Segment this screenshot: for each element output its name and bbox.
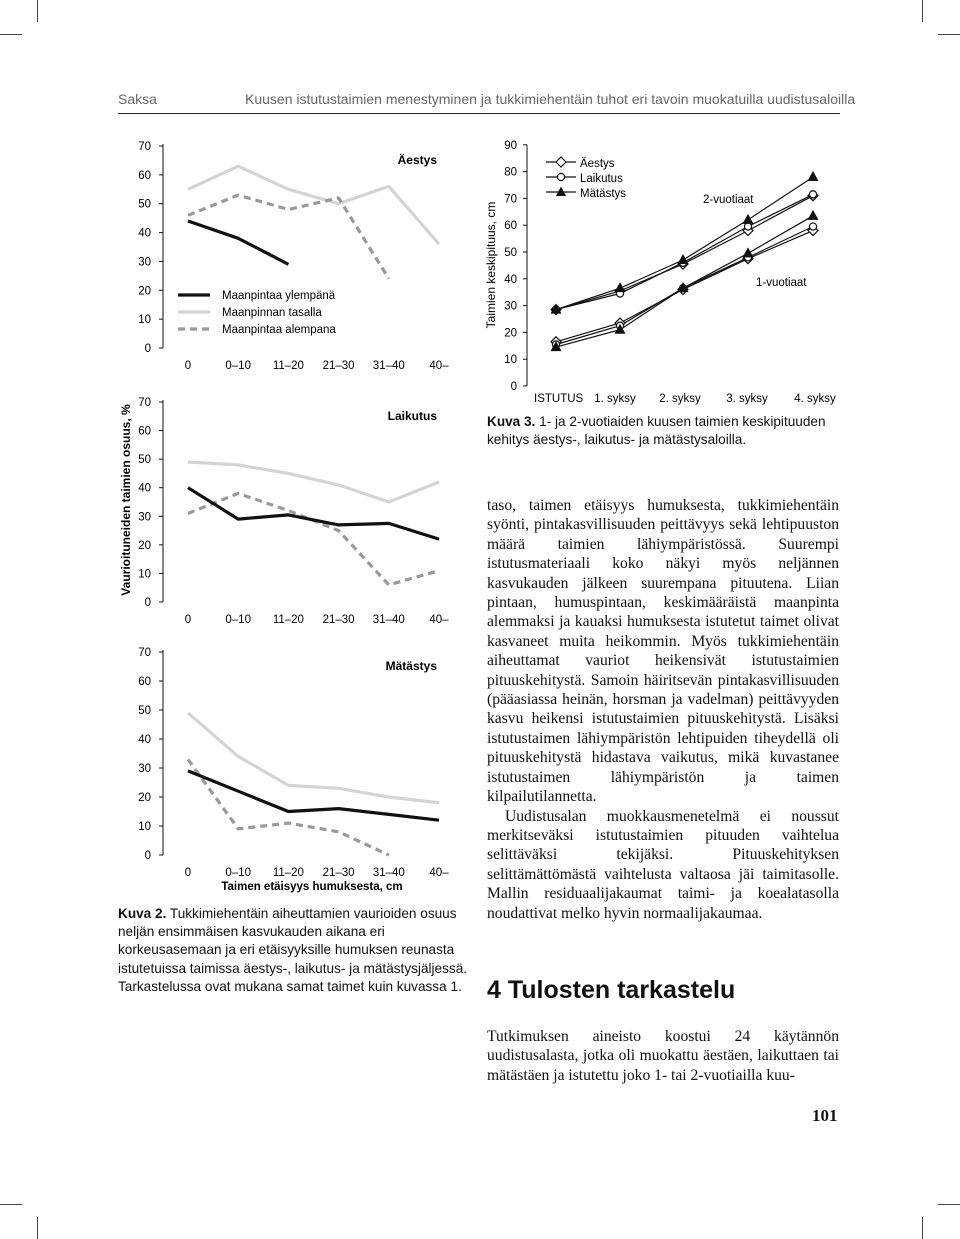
x-tick-label: 31–40 [372,614,405,626]
legend-diamond-marker [556,157,566,167]
x-tick-label: 40– [429,614,449,626]
x-tick-label: 0–10 [225,614,251,626]
y-tick-label: 20 [138,285,151,298]
x-tick-label: 0 [184,614,192,626]
point-matastys [743,247,754,257]
figure-3-y-axis-label: Taimien keskipituus, cm [484,201,498,329]
x-tick-label: 40– [429,360,449,372]
x-tick-label: 11–20 [272,867,304,879]
figure-2-caption [118,905,468,996]
caption-text: Tukkimiehentäin aiheuttamien vaurioiden osuus neljän ensimmäisen kasvukauden aikana eri korkeusasemaan ja eri etäisyyksille humuksen reunasta istutetuissa taimissa äestys-, laikutus- ja mätästysjäljessä. Tarkastelussa ovat mukana samat taimet kuin kuvassa 1. [118,906,468,994]
y-tick-label: 70 [138,141,151,153]
point-matastys [678,254,689,264]
y-tick-label: 0 [144,597,151,609]
y-tick-label: 60 [138,676,151,688]
y-tick-label: 30 [138,511,151,524]
figure-2-x-axis-label: Taimen etäisyys humuksesta, cm [221,881,403,893]
legend-label-matastys: Mätästys [580,188,627,200]
x-tick-label: 2. syksy [659,393,701,405]
point-laikutus [809,191,816,198]
label-1-vuotiaat: 1-vuotiaat [756,277,807,289]
x-tick-label: 4. syksy [794,393,836,405]
y-tick-label: 40 [138,227,151,240]
y-tick-label: 0 [510,381,517,393]
legend-circle-marker [557,173,564,180]
figure-2-y-axis-label: Vaurioituneiden taimien osuus, % [119,404,133,596]
x-tick-label: 0 [184,360,192,372]
y-tick-label: 50 [138,198,151,211]
x-tick-label: 11–20 [272,614,304,626]
x-tick-label: 21–30 [322,867,355,879]
y-tick-label: 50 [138,705,151,717]
x-tick-label: 0–10 [225,867,251,879]
y-tick-label: 60 [138,425,151,438]
y-tick-label: 40 [138,482,151,495]
point-laikutus [809,223,816,230]
x-tick-label: 0–10 [225,360,251,372]
y-tick-label: 80 [504,166,517,179]
x-tick-label: 1. syksy [594,393,636,405]
x-tick-label: 3. syksy [726,393,768,405]
figure-3-legend [546,157,626,200]
running-header-left: Saksa [118,91,157,107]
y-tick-label: 30 [504,300,517,313]
legend-label-aestys: Äestys [580,158,615,170]
y-tick-label: 10 [138,314,151,327]
y-tick-label: 0 [144,343,151,355]
panel-title: Laikutus [387,409,437,423]
body-text-after-heading [487,1027,839,1085]
y-tick-label: 60 [138,169,151,182]
body-text-column [487,496,839,923]
point-matastys [743,214,754,224]
legend-label-tasalla: Maanpinnan tasalla [222,307,322,319]
point-laikutus [744,223,751,230]
y-tick-label: 20 [138,792,151,804]
y-tick-label: 50 [504,247,517,259]
y-tick-label: 30 [138,763,151,775]
y-tick-label: 30 [138,256,151,269]
panel-title: Äestys [397,153,437,167]
x-tick-label: 11–20 [272,360,304,372]
y-tick-label: 50 [138,454,151,467]
legend-label-laikutus: Laikutus [580,173,623,185]
legend-triangle-marker [556,187,566,197]
x-tick-label: 31–40 [372,360,405,372]
running-header-right: Kuusen istutustaimien menestyminen ja tukkimiehentäin tuhot eri tavoin muokatuilla uudistusaloilla [245,91,856,107]
paragraph: Uudistusalan muokkausmenetelmä ei noussut merkitseväksi istutustaimien pituuden vaihtelua selittäväksi tekijäksi. Pituuskehityksen selittämättömästä vaihtelusta valtaosa jäi taimitasolle. Mallin residuaalijakaumat taimi- ja koealatasolla noudattivat melko hyvin normaalijakaumaa. [487,807,839,922]
panel-title: Mätästys [385,659,437,673]
x-tick-label: 40– [429,867,449,879]
page-number: 101 [812,1106,838,1125]
point-matastys [615,282,626,292]
y-tick-label: 20 [138,539,151,552]
paragraph: taso, taimen etäisyys humuksesta, tukkimiehentäin syönti, pintakasvillisuuden peittävyys sekä lehtipuuston määrä taimien lähiympäristössä. Suurempi istutusmateriaali koko näkyi myös neljännen kasvukauden jälkeen suurempana pituutena. Liian pintaan, humuspintaan, keskimääräistä maanpinta alemmaksi ja kauaksi humuksesta istutetut taimet olivat kasvaneet muita heikommin. Myös tukkimiehentäin aiheuttamat vauriot heikensivät istutustaimien pituuskehitystä. Samoin häiritsevän pintakasvillisuuden (pääasiassa heinän, horsman ja vadelman) peittävyyden kasvu heikensi istutustaimien pituuskehitystä. Lisäksi istutustaimen lähiympäristön lehtipuiden tiheydellä oli pituuskehitystä hidastava vaikutus, mikä kuvastanee istutustaimen lähiympäristön ja taimen kilpailutilannetta. [487,497,839,806]
y-tick-label: 60 [504,220,517,233]
x-tick-label: 31–40 [372,867,405,879]
y-tick-label: 40 [504,273,517,286]
legend-label-ylempana: Maanpintaa ylempänä [222,290,336,302]
y-tick-label: 70 [138,397,151,409]
caption-label: Kuva 3. [487,414,536,429]
y-tick-label: 10 [138,568,151,581]
y-tick-label: 10 [138,821,151,833]
section-heading: 4 Tulosten tarkastelu [487,976,736,1004]
legend-label-alempana: Maanpintaa alempana [222,324,336,336]
x-tick-label: 21–30 [322,360,355,372]
caption-text: 1- ja 2-vuotiaiden kuusen taimien keskipituuden kehitys äestys-, laikutus- ja mätästysaloilla. [487,414,826,448]
y-tick-label: 90 [504,139,517,152]
x-tick-label: ISTUTUS [534,393,584,405]
y-tick-label: 0 [144,850,151,862]
y-tick-label: 70 [504,193,517,206]
caption-label: Kuva 2. [118,906,167,921]
paragraph: Tutkimuksen aineisto koostui 24 käytännön uudistusalasta, jotka oli muokattu äestäen, laikuttaen tai mätästäen ja istutettu joko 1- tai 2-vuotiailla kuu- [487,1028,839,1084]
x-tick-label: 21–30 [322,614,355,626]
figure-3-caption [487,413,841,449]
label-2-vuotiaat: 2-vuotiaat [703,194,754,206]
point-matastys [808,210,819,220]
y-tick-label: 20 [504,327,517,340]
point-matastys [808,171,819,181]
y-tick-label: 40 [138,734,151,746]
y-tick-label: 10 [504,354,517,367]
y-tick-label: 70 [138,647,151,659]
x-tick-label: 0 [184,867,192,879]
